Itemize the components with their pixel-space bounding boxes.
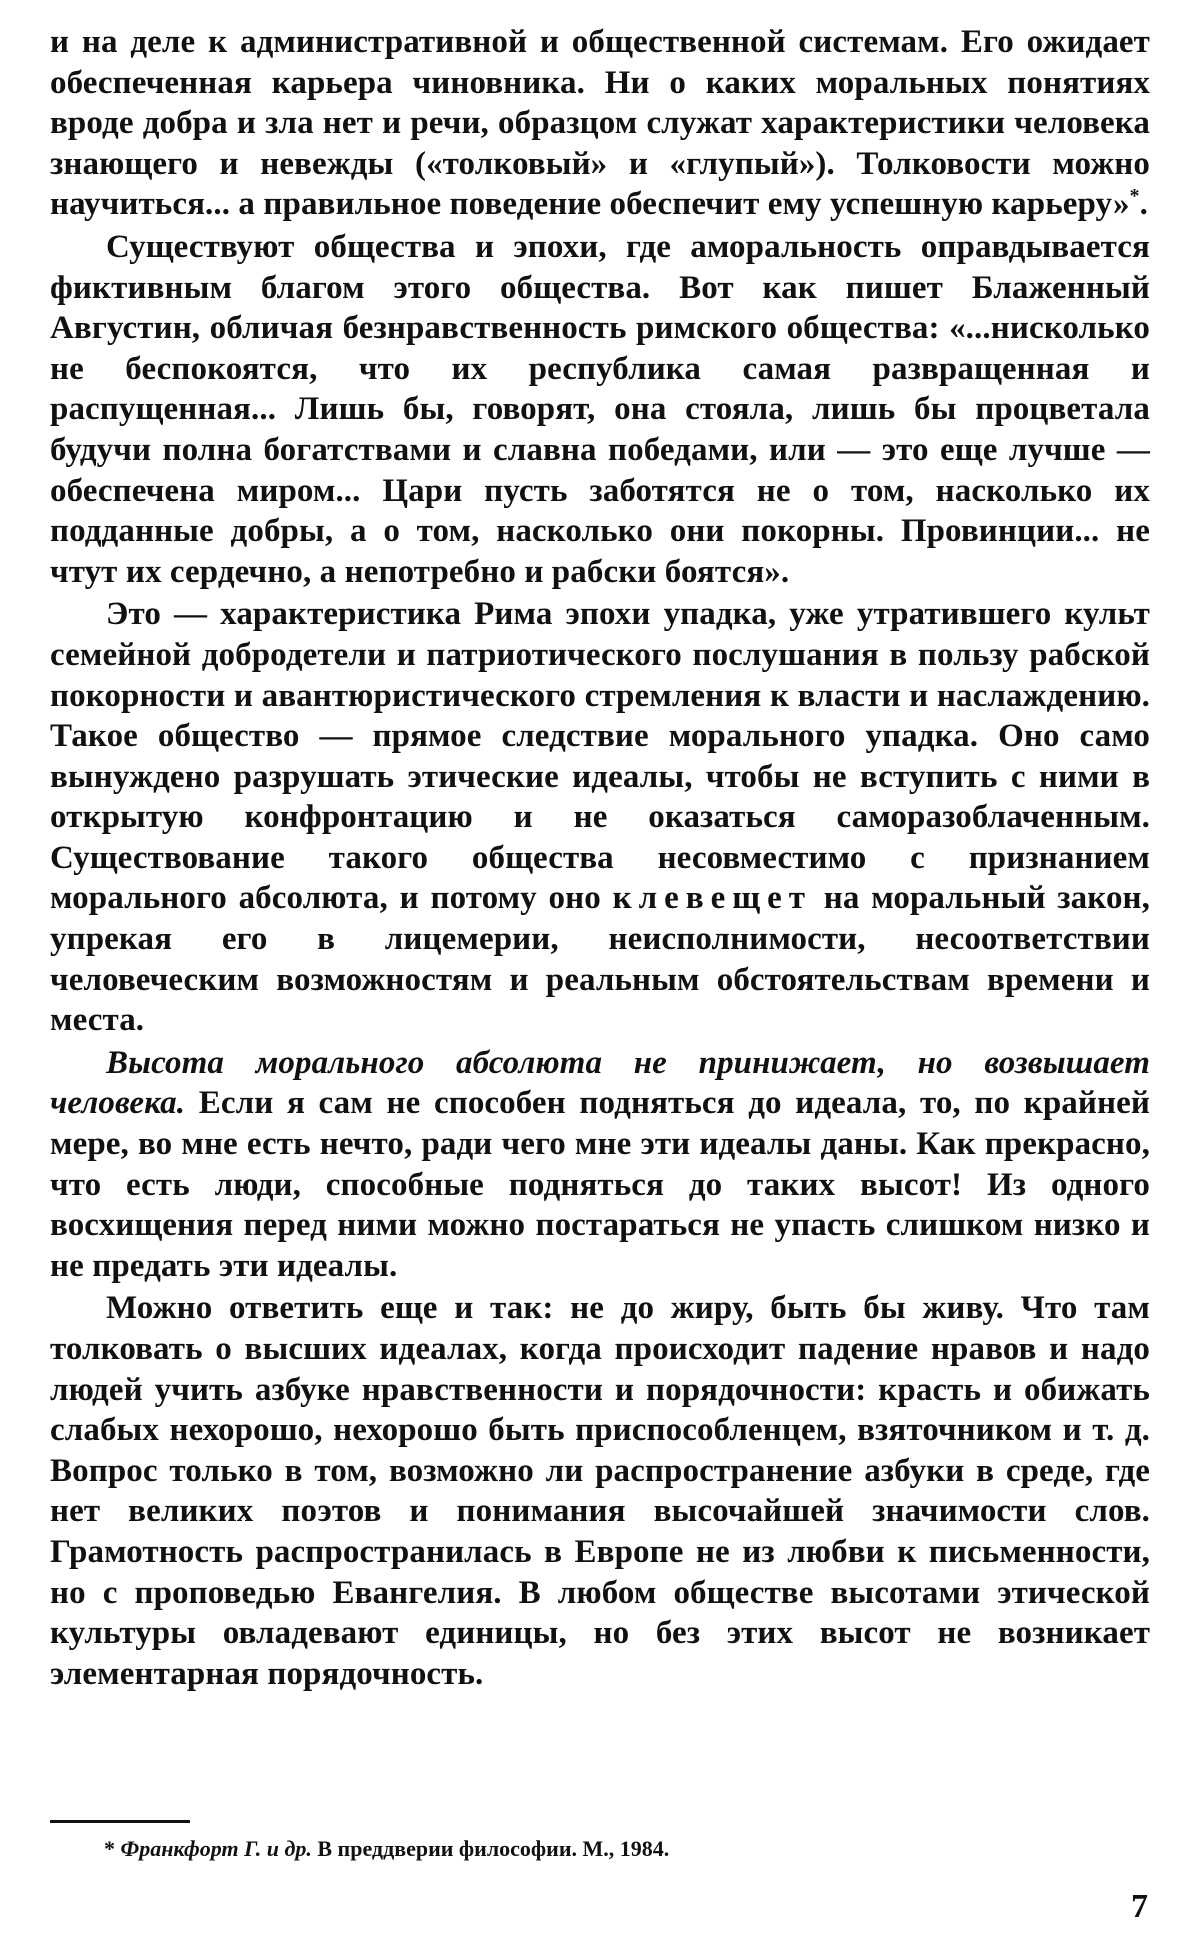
footnote-reference: *: [1129, 185, 1140, 208]
paragraph-4-text: Если я сам не способен подняться до идеала, то, по крайней мере, во мне есть нечто, ради чего мне эти идеалы даны. Как прекрасно, что есть люди, способные подняться до таких высот! Из одного восхищения перед ними можно постараться не упасть слишком низко и не предать эти идеалы.: [50, 1085, 1150, 1284]
paragraph-3: [50, 594, 1150, 1041]
footnote-title: В преддверии философии. М., 1984.: [317, 1836, 670, 1861]
paragraph-5: Можно ответить еще и так: не до жиру, быть бы живу. Что там толковать о высших идеалах, когда происходит падение нравов и надо людей учить азбуке нравственности и порядочности: красть и обижать слабых нехорошо, нехорошо быть приспособленцем, взяточником и т. д. Вопрос только в том, возможно ли распространение азбуки в среде, где нет великих поэтов и понимания высочайшей значимости слов. Грамотность распространилась в Европе не из любви к письменности, но с проповедью Евангелия. В любом обществе высотами этической культуры овладевают единицы, но без этих высот не возникает элементарная порядочность.: [50, 1290, 1150, 1692]
footnote-author: Франкфорт Г. и др.: [120, 1836, 312, 1861]
paragraph-1-end: .: [1139, 186, 1149, 223]
paragraph-1-text: и на деле к административной и общественной системам. Его ожидает обеспеченная карьера чиновника. Ни о каких моральных понятиях вроде добра и зла нет и речи, образцом служат характеристики человека знающего и невежды («толковый» и «глупый»). Толковости можно научиться... а правильное поведение обеспечит ему успешную карьеру»: [50, 24, 1150, 223]
page-body: [50, 22, 1150, 1694]
emphasized-word: клевещет: [612, 880, 812, 917]
footnote: [104, 1836, 669, 1862]
page-number: 7: [1131, 1888, 1148, 1925]
paragraph-3-text-b: на моральный закон, упрекая его в лицемерии, неисполнимости, несоответствии человеческим возможностям и реальным обстоятельствам времени и места.: [50, 880, 1151, 1039]
paragraph-3-text-a: Это — характеристика Рима эпохи упадка, уже утратившего культ семейной добродетели и патриотического послушания в пользу рабской покорности и авантюристического стремления к власти и наслаждению. Такое общество — прямое следствие морального упадка. Оно само вынуждено разрушать этические идеалы, чтобы не вступить с ними в открытую конфронтацию и не оказаться саморазоблаченным. Существование такого общества несовместимо с признанием морального абсолюта, и потому оно: [50, 596, 1150, 917]
footnote-mark: *: [104, 1836, 115, 1861]
footnote-divider: [50, 1820, 190, 1823]
paragraph-1: [50, 22, 1150, 225]
paragraph-2: Существуют общества и эпохи, где аморальность оправдывается фиктивным благом этого общества. Вот как пишет Блаженный Августин, обличая безнравственность римского общества: «...нисколько не беспокоятся, что их республика самая развращенная и распущенная... Лишь бы, говорят, она стояла, лишь бы процветала будучи полна богатствами и славна победами, или — это еще лучше — обеспечена миром... Цари пусть заботятся не о том, насколько их подданные добры, а о том, насколько они покорны. Провинции... не чтут их сердечно, а непотребно и рабски боятся».: [50, 228, 1150, 590]
paragraph-4: [50, 1043, 1150, 1287]
italic-thesis: Высота морального абсолюта не принижает, но возвышает человека.: [50, 1044, 1150, 1122]
